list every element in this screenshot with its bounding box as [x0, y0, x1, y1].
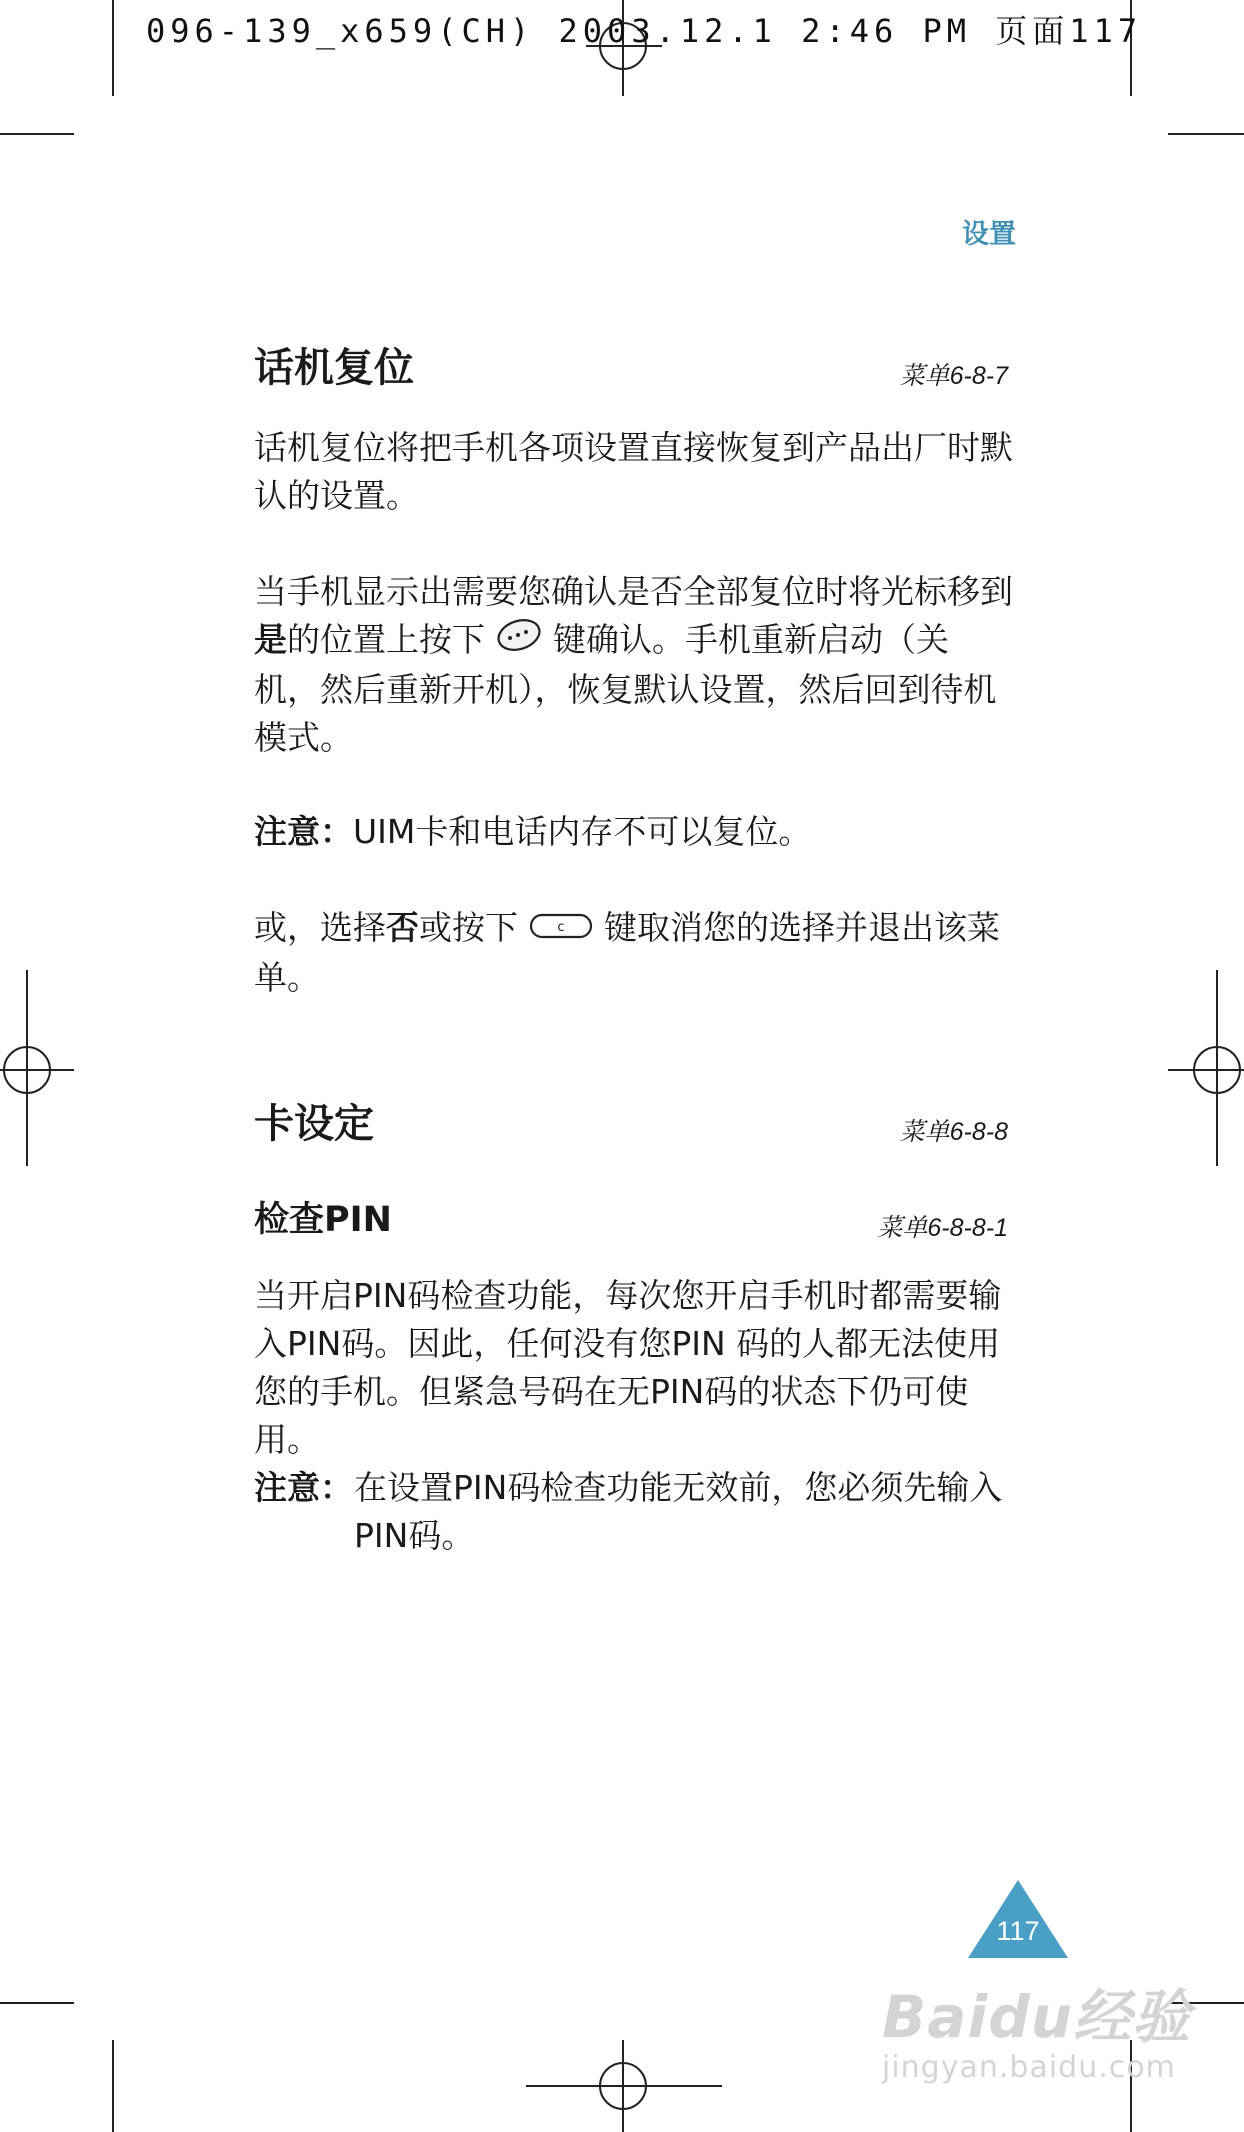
- reset-para3-end: 键取消您的选择并退出该菜单。: [254, 908, 1000, 997]
- reset-paragraph-1: 话机复位将把手机各项设置直接恢复到产品出厂时默认的设置。: [254, 428, 1013, 515]
- check-pin-heading: 检查PIN: [254, 1200, 392, 1240]
- reset-para3-mid: 或按下: [419, 908, 518, 947]
- check-pin-note-text: 在设置PIN码检查功能无效前，您必须先输入PIN码。: [354, 1468, 1003, 1555]
- section-tag: 设置: [962, 219, 1016, 250]
- card-heading: 卡设定: [254, 1101, 374, 1147]
- reset-note: [254, 808, 1014, 856]
- check-pin-menu-ref: 菜单6-8-8-1: [877, 1214, 1008, 1242]
- watermark-url: jingyan.baidu.com: [882, 2050, 1176, 2085]
- registration-mark-left: [0, 1040, 74, 1100]
- watermark-brand: Baidu经验: [882, 1983, 1192, 2051]
- registration-mark-bottom: [526, 2040, 722, 2132]
- reset-note-text: UIM卡和电话内存不可以复位。: [353, 812, 812, 851]
- reset-para3-start: 或，选择: [254, 908, 386, 947]
- clear-key-icon: [528, 906, 594, 954]
- registration-mark-right: [1168, 1040, 1244, 1100]
- reset-para3-no: 否: [386, 908, 419, 947]
- reset-para2-yes: 是: [254, 620, 287, 659]
- reset-menu-ref: 菜单6-8-7: [899, 362, 1008, 390]
- check-pin-note-label: 注意：: [254, 1468, 353, 1507]
- check-pin-note: [254, 1464, 1014, 1560]
- reset-para2-mid: 的位置上按下: [287, 620, 485, 659]
- reset-note-label: 注意：: [254, 812, 353, 851]
- reset-para2-start: 当手机显示出需要您确认是否全部复位时将光标移到: [254, 572, 1013, 611]
- print-header: 096-139_x659(CH) 2003.12.1 2:46 PM 页面117: [146, 12, 1143, 50]
- page-number-badge: [968, 1880, 1068, 1958]
- watermark: [882, 1970, 1191, 2085]
- ok-key-icon: [495, 617, 543, 666]
- check-pin-paragraph: 当开启PIN码检查功能，每次您开启手机时都需要输入PIN码。因此，任何没有您PIN 码的人都无法使用您的手机。但紧急号码在无PIN码的状态下仍可使用。: [254, 1276, 1002, 1459]
- reset-paragraph-3: [254, 904, 1014, 1002]
- svg-text:c: c: [557, 919, 565, 935]
- reset-heading: 话机复位: [254, 345, 414, 391]
- card-menu-ref: 菜单6-8-8: [899, 1118, 1008, 1146]
- reset-paragraph-2: [254, 568, 1014, 762]
- page-number: 117: [996, 1916, 1040, 1946]
- reset-para2-end: 键确认。手机重新启动（关机，然后重新开机），恢复默认设置，然后回到待机模式。: [254, 620, 997, 757]
